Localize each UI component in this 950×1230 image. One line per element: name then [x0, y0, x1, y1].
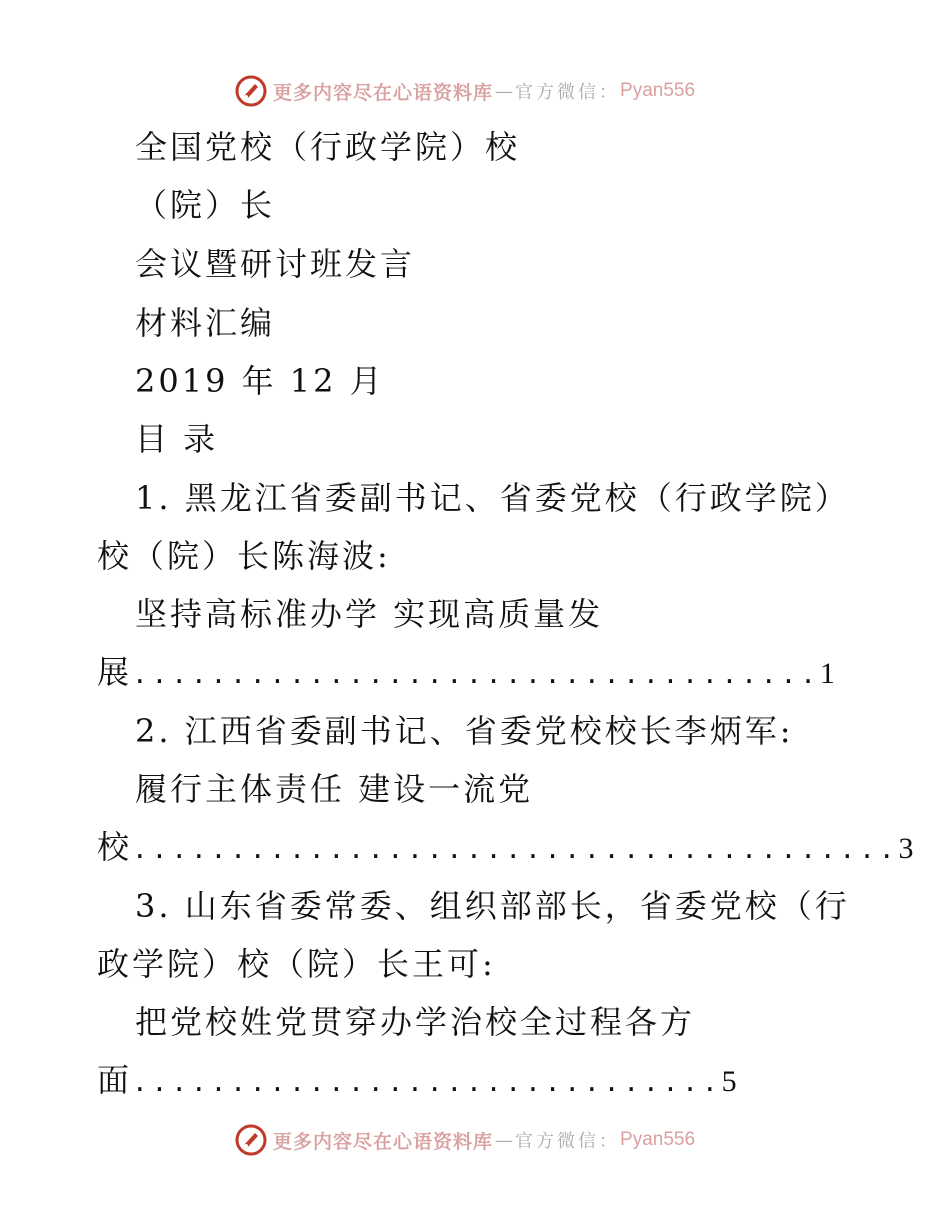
title-date: 2019 年 12 月: [135, 362, 385, 400]
toc-entry-1-author-line-1: 1. 黑龙江省委副书记、省委党校（行政学院）: [135, 479, 850, 517]
toc-entry-1-page-row[interactable]: [97, 652, 835, 695]
toc-entry-3-leader-dots: ..............................: [132, 1068, 722, 1098]
title-line-4: 材料汇编: [135, 304, 276, 342]
banner-wechat-id: Pyan556: [620, 1129, 696, 1150]
banner-separator: —: [495, 1129, 514, 1151]
toc-entry-2-title: 履行主体责任 建设一流党: [135, 770, 534, 808]
header-banner: [235, 74, 695, 108]
footer-banner: [235, 1123, 695, 1157]
banner-wechat-label: 官方微信：: [515, 82, 621, 103]
toc-entry-3-page-number: 5: [721, 1065, 737, 1098]
toc-entry-3-page-row[interactable]: [97, 1060, 737, 1103]
banner-wechat-label: 官方微信：: [515, 1131, 621, 1152]
toc-heading: 目 录: [135, 420, 219, 458]
banner-wechat-id: Pyan556: [620, 80, 696, 101]
toc-entry-3-title: 把党校姓党贯穿办学治校全过程各方: [135, 1003, 696, 1041]
title-line-3: 会议暨研讨班发言: [135, 245, 416, 283]
title-line-2: （院）长: [135, 186, 276, 224]
toc-entry-1-page-number: 1: [819, 657, 835, 690]
toc-entry-1-title: 坚持高标准办学 实现高质量发: [135, 595, 604, 633]
toc-entry-1-author-line-2: 校（院）长陈海波:: [97, 537, 391, 575]
banner-separator: —: [495, 80, 514, 102]
title-line-1: 全国党校（行政学院）校: [135, 128, 521, 166]
brand-logo-icon: [235, 1124, 267, 1156]
toc-entry-3-title-tail: 面: [97, 1061, 133, 1099]
toc-entry-1-title-tail: 展: [97, 653, 133, 691]
banner-text: 更多内容尽在心语资料库: [273, 81, 494, 104]
toc-entry-2-page-row[interactable]: [97, 827, 914, 870]
brand-logo-icon: [235, 75, 267, 107]
toc-entry-2-author-line-1: 2. 江西省委副书记、省委党校校长李炳军:: [135, 712, 794, 750]
toc-entry-1-leader-dots: ...................................: [132, 660, 820, 690]
toc-entry-3-author-line-1: 3. 山东省委常委、组织部部长，省委党校（行: [135, 887, 850, 925]
toc-entry-3-author-line-2: 政学院）校（院）长王可:: [97, 945, 496, 983]
toc-entry-2-page-number: 3: [898, 832, 914, 865]
toc-entry-2-leader-dots: .......................................: [132, 835, 899, 865]
toc-entry-2-title-tail: 校: [97, 828, 133, 866]
banner-text: 更多内容尽在心语资料库: [273, 1130, 494, 1153]
